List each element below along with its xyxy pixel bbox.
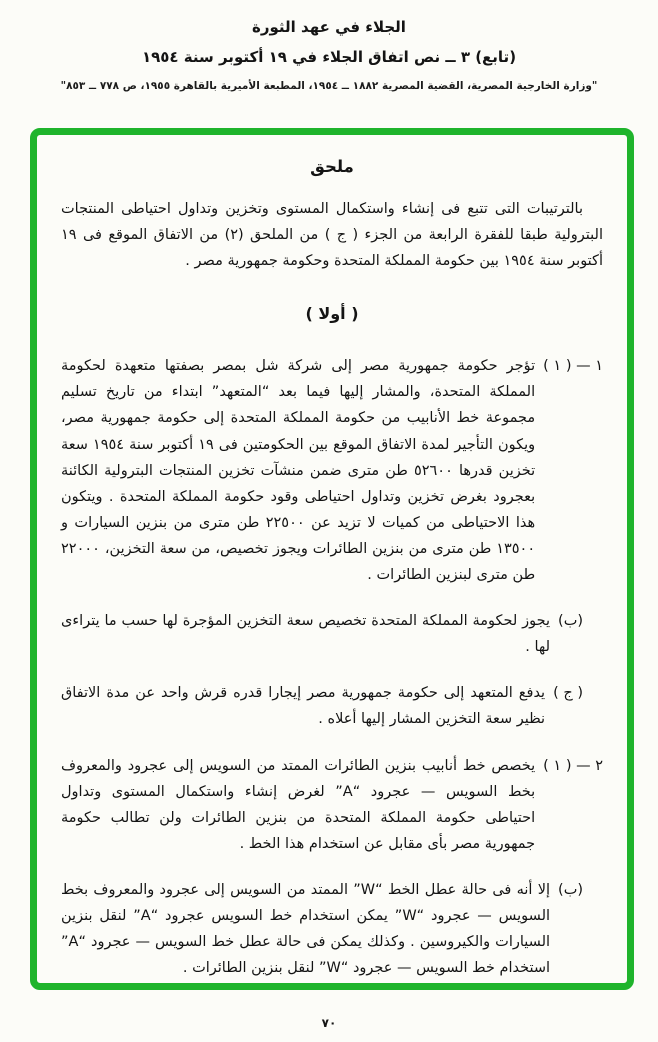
page-number: ٧٠	[321, 1016, 337, 1030]
clause-text: إلا أنه فى حالة عطل الخط “W” الممتد من السويس إلى عجرود والمعروف بخط السويس — عجرود “W” يمكن استخدام خط السويس عجرود “A” لنقل بنزين السيارات والكيروسين . وكذلك يمكن فى حالة عطل خط السويس — عجرود “A” استخدام خط السويس — عجرود “W” لنقل بنزين الطائرات .	[61, 881, 551, 977]
section-heading: ( أولا )	[305, 304, 359, 324]
clause-marker: ٢ — ( ١ )	[543, 757, 603, 774]
clause-text: يدفع المتعهد إلى حكومة جمهورية مصر إيجارا قدره قرش واحد عن مدة الاتفاق نظير سعة التخزين المشار إليها أعلاه .	[61, 685, 546, 728]
clause-item-2b	[61, 877, 583, 981]
intro-paragraph: بالترتيبات التى تتبع فى إنشاء واستكمال المستوى وتخزين وتداول احتياطى المنتجات البترولية طبقا للفقرة الرابعة من الجزء ( ج ) من الملحق (٢) من الاتفاق الموقع فى ١٩ أكتوبر سنة ١٩٥٤ بين حكومة المملكة المتحدة وحكومة جمهورية مصر .	[61, 201, 603, 270]
clause-marker: ١ — ( ١ )	[543, 358, 603, 375]
source-citation: "وزارة الخارجية المصرية، القضية المصرية ١٨٨٢ ــ ١٩٥٤، المطبعة الأميرية بالقاهرة ١٩٥٥، ص ٧٧٨ ــ ٨٥٣"	[60, 80, 598, 92]
clause-text: يجوز لحكومة المملكة المتحدة تخصيص سعة التخزين المؤجرة لها حسب ما يتراءى لها .	[61, 613, 551, 656]
clause-item-1b	[61, 608, 583, 660]
document-subtitle: (تابع) ٣ ــ نص اتفاق الجلاء في ١٩ أكتوبر سنة ١٩٥٤	[141, 48, 517, 66]
page-header	[0, 0, 658, 92]
clause-item-1	[61, 353, 603, 588]
document-title: الجلاء في عهد الثورة	[252, 18, 406, 36]
clause-text: تؤجر حكومة جمهورية مصر إلى شركة شل بمصر بصفتها متعهدة لحكومة المملكة المتحدة، والمشار إليها فيما بعد “المتعهد” ابتداء من تاريخ تسليم مجموعة خط الأنابيب من حكومة المملكة المتحدة إلى حكومة جمهورية مصر، ويكون التأجير لمدة الاتفاق الموقع بين الحكومتين فى ١٩ أكتوبر سنة ١٩٥٤ سعة تخزين قدرها ٥٢٦٠٠ طن مترى ضمن منشآت تخزين المنتجات البترولية الكائنة بعجرود بغرض تخزين وتداول احتياطى وقود حكومة المملكة المتحدة . ويتكون هذا الاحتياطى من كميات لا تزيد عن ٢٢٥٠٠ طن مترى من بنزين السيارات و ١٣٥٠٠ طن مترى من بنزين الطائرات ويجوز تخصيص، من سعة التخزين، ٢٢٠٠٠ طن مترى لبنزين الطائرات .	[61, 358, 536, 584]
clause-item-1c	[61, 680, 583, 732]
clause-text: يخصص خط أنابيب بنزين الطائرات الممتد من السويس إلى عجرود والمعروف بخط السويس — عجرود “A” لغرض إنشاء واستكمال المستوى وتداول احتياطى حكومة المملكة المتحدة من بنزين الطائرات ولن تطالب حكومة جمهورية مصر بأى مقابل عن استخدام هذا الخط .	[61, 757, 536, 852]
clause-marker: (ب)	[558, 881, 583, 898]
annex-title: ملحق	[310, 157, 354, 176]
annex-highlight-box	[30, 128, 634, 990]
clause-marker: (ب)	[558, 613, 583, 630]
clause-item-2	[61, 753, 603, 857]
clause-marker: ( ج )	[553, 685, 583, 702]
